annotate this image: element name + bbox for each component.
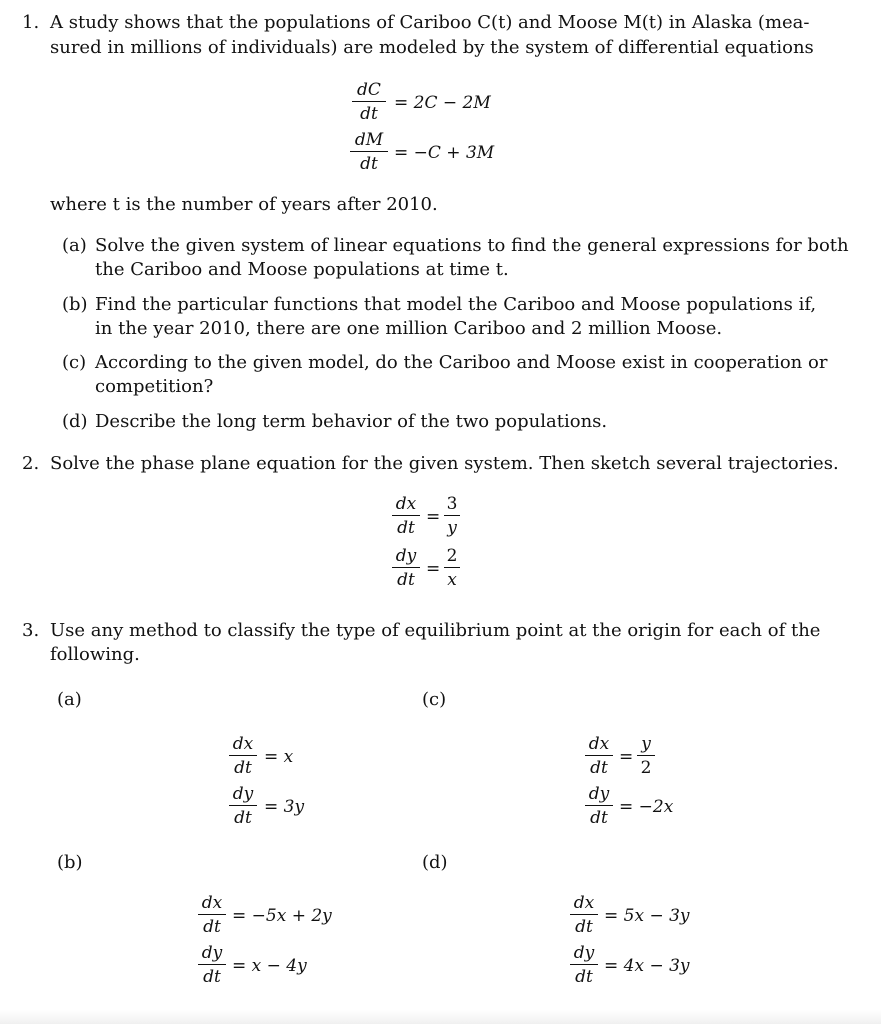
p1-part-d-line-1: Describe the long term behavior of the two populations. bbox=[95, 411, 608, 432]
p1-part-a-label: (a) bbox=[62, 235, 87, 256]
p3-part-b-label: (b) bbox=[57, 852, 83, 873]
p3d-eq1-numerator: dx bbox=[573, 893, 595, 913]
p3d-eq2-fraction bbox=[570, 943, 598, 987]
p1-part-b-line-1: Find the particular functions that model the Cariboo and Moose populations if, bbox=[95, 294, 817, 315]
p3-part-d-label: (d) bbox=[422, 852, 448, 873]
fraction-bar bbox=[229, 755, 257, 756]
p3c-eq1-numerator: dx bbox=[588, 734, 610, 754]
p3a-eq1-numerator: dx bbox=[232, 734, 254, 754]
p2-eq1-equals: = bbox=[426, 507, 441, 527]
fraction-bar bbox=[352, 101, 386, 102]
fraction-bar bbox=[585, 805, 613, 806]
problem-1-number: 1. bbox=[22, 12, 40, 33]
p1-eq1-rhs: = 2C − 2M bbox=[394, 93, 491, 113]
fraction-bar bbox=[350, 151, 388, 152]
p3d-eq2-numerator: dy bbox=[573, 943, 595, 963]
fraction-bar bbox=[570, 914, 598, 915]
fraction-bar bbox=[585, 755, 613, 756]
fraction-bar bbox=[198, 914, 226, 915]
p2-eq2-fraction bbox=[392, 546, 420, 590]
p3-part-a-label: (a) bbox=[57, 689, 82, 710]
p3a-eq1-denominator: dt bbox=[234, 758, 252, 778]
p1-part-c-label: (c) bbox=[62, 352, 87, 373]
p3c-eq1-rhs-fraction bbox=[637, 734, 655, 778]
p3c-eq1-fraction bbox=[585, 734, 613, 778]
p3a-eq1-rhs: = x bbox=[264, 747, 294, 767]
p3b-eq1-denominator: dt bbox=[203, 917, 221, 937]
p2-eq1-rhs-fraction bbox=[444, 494, 460, 538]
p3a-eq2-fraction bbox=[229, 784, 257, 828]
p1-part-c-line-2: competition? bbox=[95, 376, 214, 397]
fraction-bar bbox=[392, 567, 420, 568]
p1-eq2-numerator: dM bbox=[354, 130, 384, 150]
p1-part-b-label: (b) bbox=[62, 294, 88, 315]
p2-eq2-numerator: dy bbox=[395, 546, 417, 566]
p3c-eq1-equals: = bbox=[619, 747, 634, 767]
fraction-bar bbox=[637, 755, 655, 756]
fraction-bar bbox=[444, 567, 460, 568]
p3a-eq1-fraction bbox=[229, 734, 257, 778]
p3b-eq1-rhs: = −5x + 2y bbox=[232, 906, 332, 926]
problem-3-line-2: following. bbox=[50, 644, 140, 665]
p3c-eq1-rhs-numerator: y bbox=[641, 734, 651, 754]
p3b-eq2-rhs: = x − 4y bbox=[232, 956, 307, 976]
p3b-eq2-numerator: dy bbox=[201, 943, 223, 963]
p2-eq2-rhs-numerator: 2 bbox=[446, 546, 458, 566]
p1-eq2-rhs: = −C + 3M bbox=[394, 143, 495, 163]
p1-eq1-fraction bbox=[352, 80, 386, 124]
p2-eq2-equals: = bbox=[426, 559, 441, 579]
problem-3-line-1: Use any method to classify the type of equilibrium point at the origin for each of the bbox=[50, 620, 821, 641]
fraction-bar bbox=[229, 805, 257, 806]
p2-eq1-denominator: dt bbox=[397, 518, 415, 538]
p2-eq2-denominator: dt bbox=[397, 570, 415, 590]
p1-eq2-fraction bbox=[350, 130, 388, 174]
p1-part-a-line-1: Solve the given system of linear equations to find the general expressions for both bbox=[95, 235, 849, 256]
problem-2-text: Solve the phase plane equation for the given system. Then sketch several trajectories. bbox=[50, 453, 839, 474]
p3c-eq2-denominator: dt bbox=[590, 808, 608, 828]
fraction-bar bbox=[198, 964, 226, 965]
p3-part-c-label: (c) bbox=[422, 689, 447, 710]
p3a-eq2-rhs: = 3y bbox=[264, 797, 305, 817]
p3c-eq2-numerator: dy bbox=[588, 784, 610, 804]
p1-eq1-denominator: dt bbox=[360, 104, 378, 124]
p3d-eq1-rhs: = 5x − 3y bbox=[604, 906, 690, 926]
p3c-eq2-rhs: = −2x bbox=[619, 797, 674, 817]
p3c-eq1-denominator: dt bbox=[590, 758, 608, 778]
p2-eq2-rhs-fraction bbox=[444, 546, 460, 590]
p1-part-c-line-1: According to the given model, do the Cariboo and Moose exist in cooperation or bbox=[95, 352, 828, 373]
p3d-eq2-denominator: dt bbox=[575, 967, 593, 987]
p3b-eq1-numerator: dx bbox=[201, 893, 223, 913]
p1-part-a-line-2: the Cariboo and Moose populations at time t. bbox=[95, 259, 509, 280]
p2-eq1-rhs-denominator: y bbox=[447, 518, 457, 538]
p3d-eq1-denominator: dt bbox=[575, 917, 593, 937]
p3a-eq2-denominator: dt bbox=[234, 808, 252, 828]
p2-eq1-numerator: dx bbox=[395, 494, 417, 514]
p3c-eq1-rhs-denominator: 2 bbox=[640, 758, 652, 778]
p3b-eq2-fraction bbox=[198, 943, 226, 987]
p3d-eq2-rhs: = 4x − 3y bbox=[604, 956, 690, 976]
problem-2-number: 2. bbox=[22, 453, 40, 474]
p3d-eq1-fraction bbox=[570, 893, 598, 937]
p1-part-b-line-2: in the year 2010, there are one million Cariboo and 2 million Moose. bbox=[95, 318, 723, 339]
p2-eq1-rhs-numerator: 3 bbox=[446, 494, 458, 514]
p1-eq1-numerator: dC bbox=[357, 80, 381, 100]
problem-1-line-1: A study shows that the populations of Cariboo C(t) and Moose M(t) in Alaska (mea- bbox=[50, 12, 810, 33]
bottom-edge-shade bbox=[0, 1010, 881, 1024]
problem-3-number: 3. bbox=[22, 620, 40, 641]
fraction-bar bbox=[392, 515, 420, 516]
problem-1-where: where t is the number of years after 2010. bbox=[50, 194, 438, 215]
p3c-eq2-fraction bbox=[585, 784, 613, 828]
fraction-bar bbox=[570, 964, 598, 965]
p3b-eq2-denominator: dt bbox=[203, 967, 221, 987]
fraction-bar bbox=[444, 515, 460, 516]
p3a-eq2-numerator: dy bbox=[232, 784, 254, 804]
p1-part-d-label: (d) bbox=[62, 411, 88, 432]
p3b-eq1-fraction bbox=[198, 893, 226, 937]
p1-eq2-denominator: dt bbox=[360, 154, 378, 174]
p2-eq2-rhs-denominator: x bbox=[447, 570, 457, 590]
problem-1-line-2: sured in millions of individuals) are modeled by the system of differential equations bbox=[50, 37, 814, 58]
p2-eq1-fraction bbox=[392, 494, 420, 538]
